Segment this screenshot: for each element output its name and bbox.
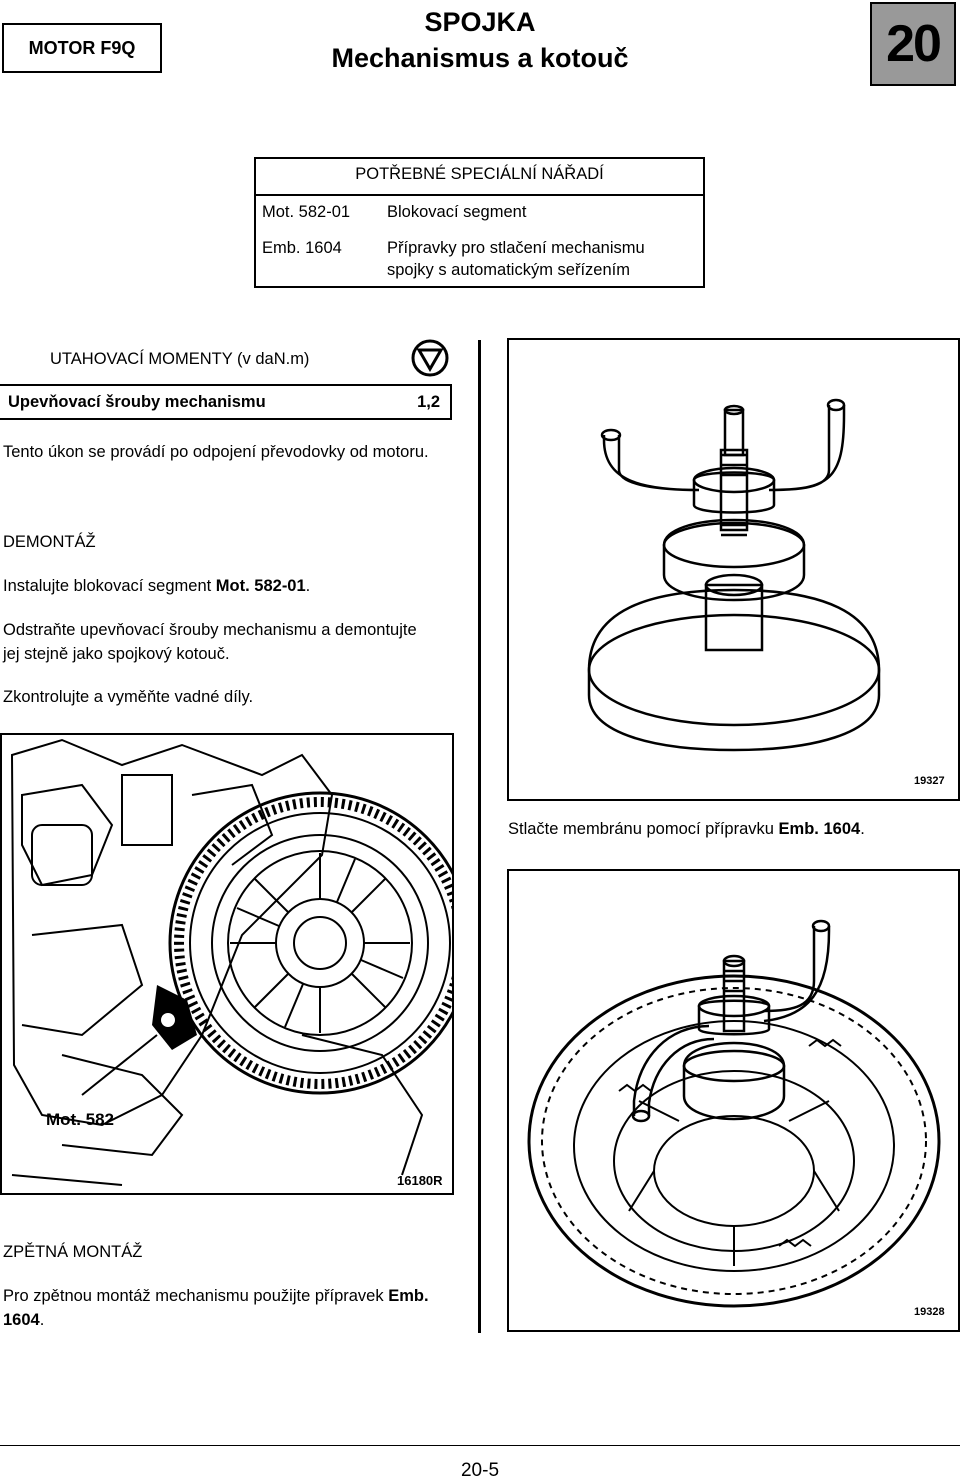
refit-heading: ZPĚTNÁ MONTÁŽ	[3, 1243, 143, 1261]
torque-symbol-icon	[410, 338, 450, 378]
tool-description-line: spojky s automatickým seřízením	[387, 261, 630, 279]
tool-reference: Emb. 1604	[3, 1287, 429, 1329]
figure-reference: 19328	[914, 1306, 945, 1318]
figure-compression-tool	[507, 338, 960, 801]
removal-heading: DEMONTÁŽ	[3, 533, 96, 551]
tool-description	[387, 237, 645, 281]
column-divider	[478, 340, 481, 1333]
tool-description: Blokovací segment	[387, 203, 527, 221]
engine-flywheel-drawing	[2, 735, 452, 1193]
page-title-line2: Mechanismus a kotouč	[331, 43, 629, 73]
figure-tool-on-clutch	[507, 869, 960, 1332]
figure-engine-flywheel	[0, 733, 454, 1195]
step-install-segment	[3, 574, 473, 598]
tool-reference: Mot. 582-01	[215, 577, 306, 595]
step-inspect: Zkontrolujte a vyměňte vadné díly.	[3, 688, 254, 706]
torque-label: Upevňovací šrouby mechanismu	[8, 393, 266, 411]
special-tools-table	[254, 157, 705, 288]
section-number-box	[870, 2, 956, 86]
tool-code: Emb. 1604	[262, 239, 342, 257]
figure-label: Mot. 582	[46, 1110, 115, 1129]
section-number: 20	[886, 15, 940, 73]
tool-reference: Emb. 1604	[778, 820, 861, 838]
caption-text: .	[860, 820, 865, 838]
page-title	[290, 4, 670, 76]
figure-reference: 16180R	[397, 1173, 443, 1188]
step-remove-bolts: Odstraňte upevňovací šrouby mechanismu a demontujte jej stejně jako spojkový kotouč.	[3, 621, 417, 663]
figure-caption	[508, 820, 865, 839]
engine-code-box	[2, 23, 162, 73]
step-text: Instalujte blokovací segment	[3, 577, 216, 595]
step-text: .	[305, 577, 311, 595]
intro-paragraph: Tento úkon se provádí po odpojení převodovky od motoru.	[3, 443, 429, 461]
tool-description-line: Přípravky pro stlačení mechanismu	[387, 239, 645, 257]
page-title-line1: SPOJKA	[424, 7, 536, 37]
special-tools-divider	[254, 194, 705, 196]
tool-on-clutch-drawing	[509, 871, 958, 1330]
caption-text: Stlačte membránu pomocí přípravku	[508, 820, 779, 838]
compression-tool-drawing	[509, 340, 958, 799]
torque-heading: UTAHOVACÍ MOMENTY (v daN.m)	[50, 350, 310, 368]
engine-code: MOTOR F9Q	[28, 37, 136, 58]
refit-text: .	[39, 1311, 45, 1329]
page-number: 20-5	[460, 1460, 500, 1481]
special-tools-title: POTŘEBNÉ SPECIÁLNÍ NÁŘADÍ	[355, 165, 604, 183]
refit-paragraph	[3, 1284, 473, 1332]
refit-text: Pro zpětnou montáž mechanismu použijte přípravek	[3, 1287, 389, 1305]
torque-row	[0, 384, 452, 420]
tool-code: Mot. 582-01	[262, 203, 351, 221]
torque-value: 1,2	[417, 393, 440, 411]
footer-divider	[0, 1445, 960, 1446]
figure-reference: 19327	[914, 775, 945, 787]
